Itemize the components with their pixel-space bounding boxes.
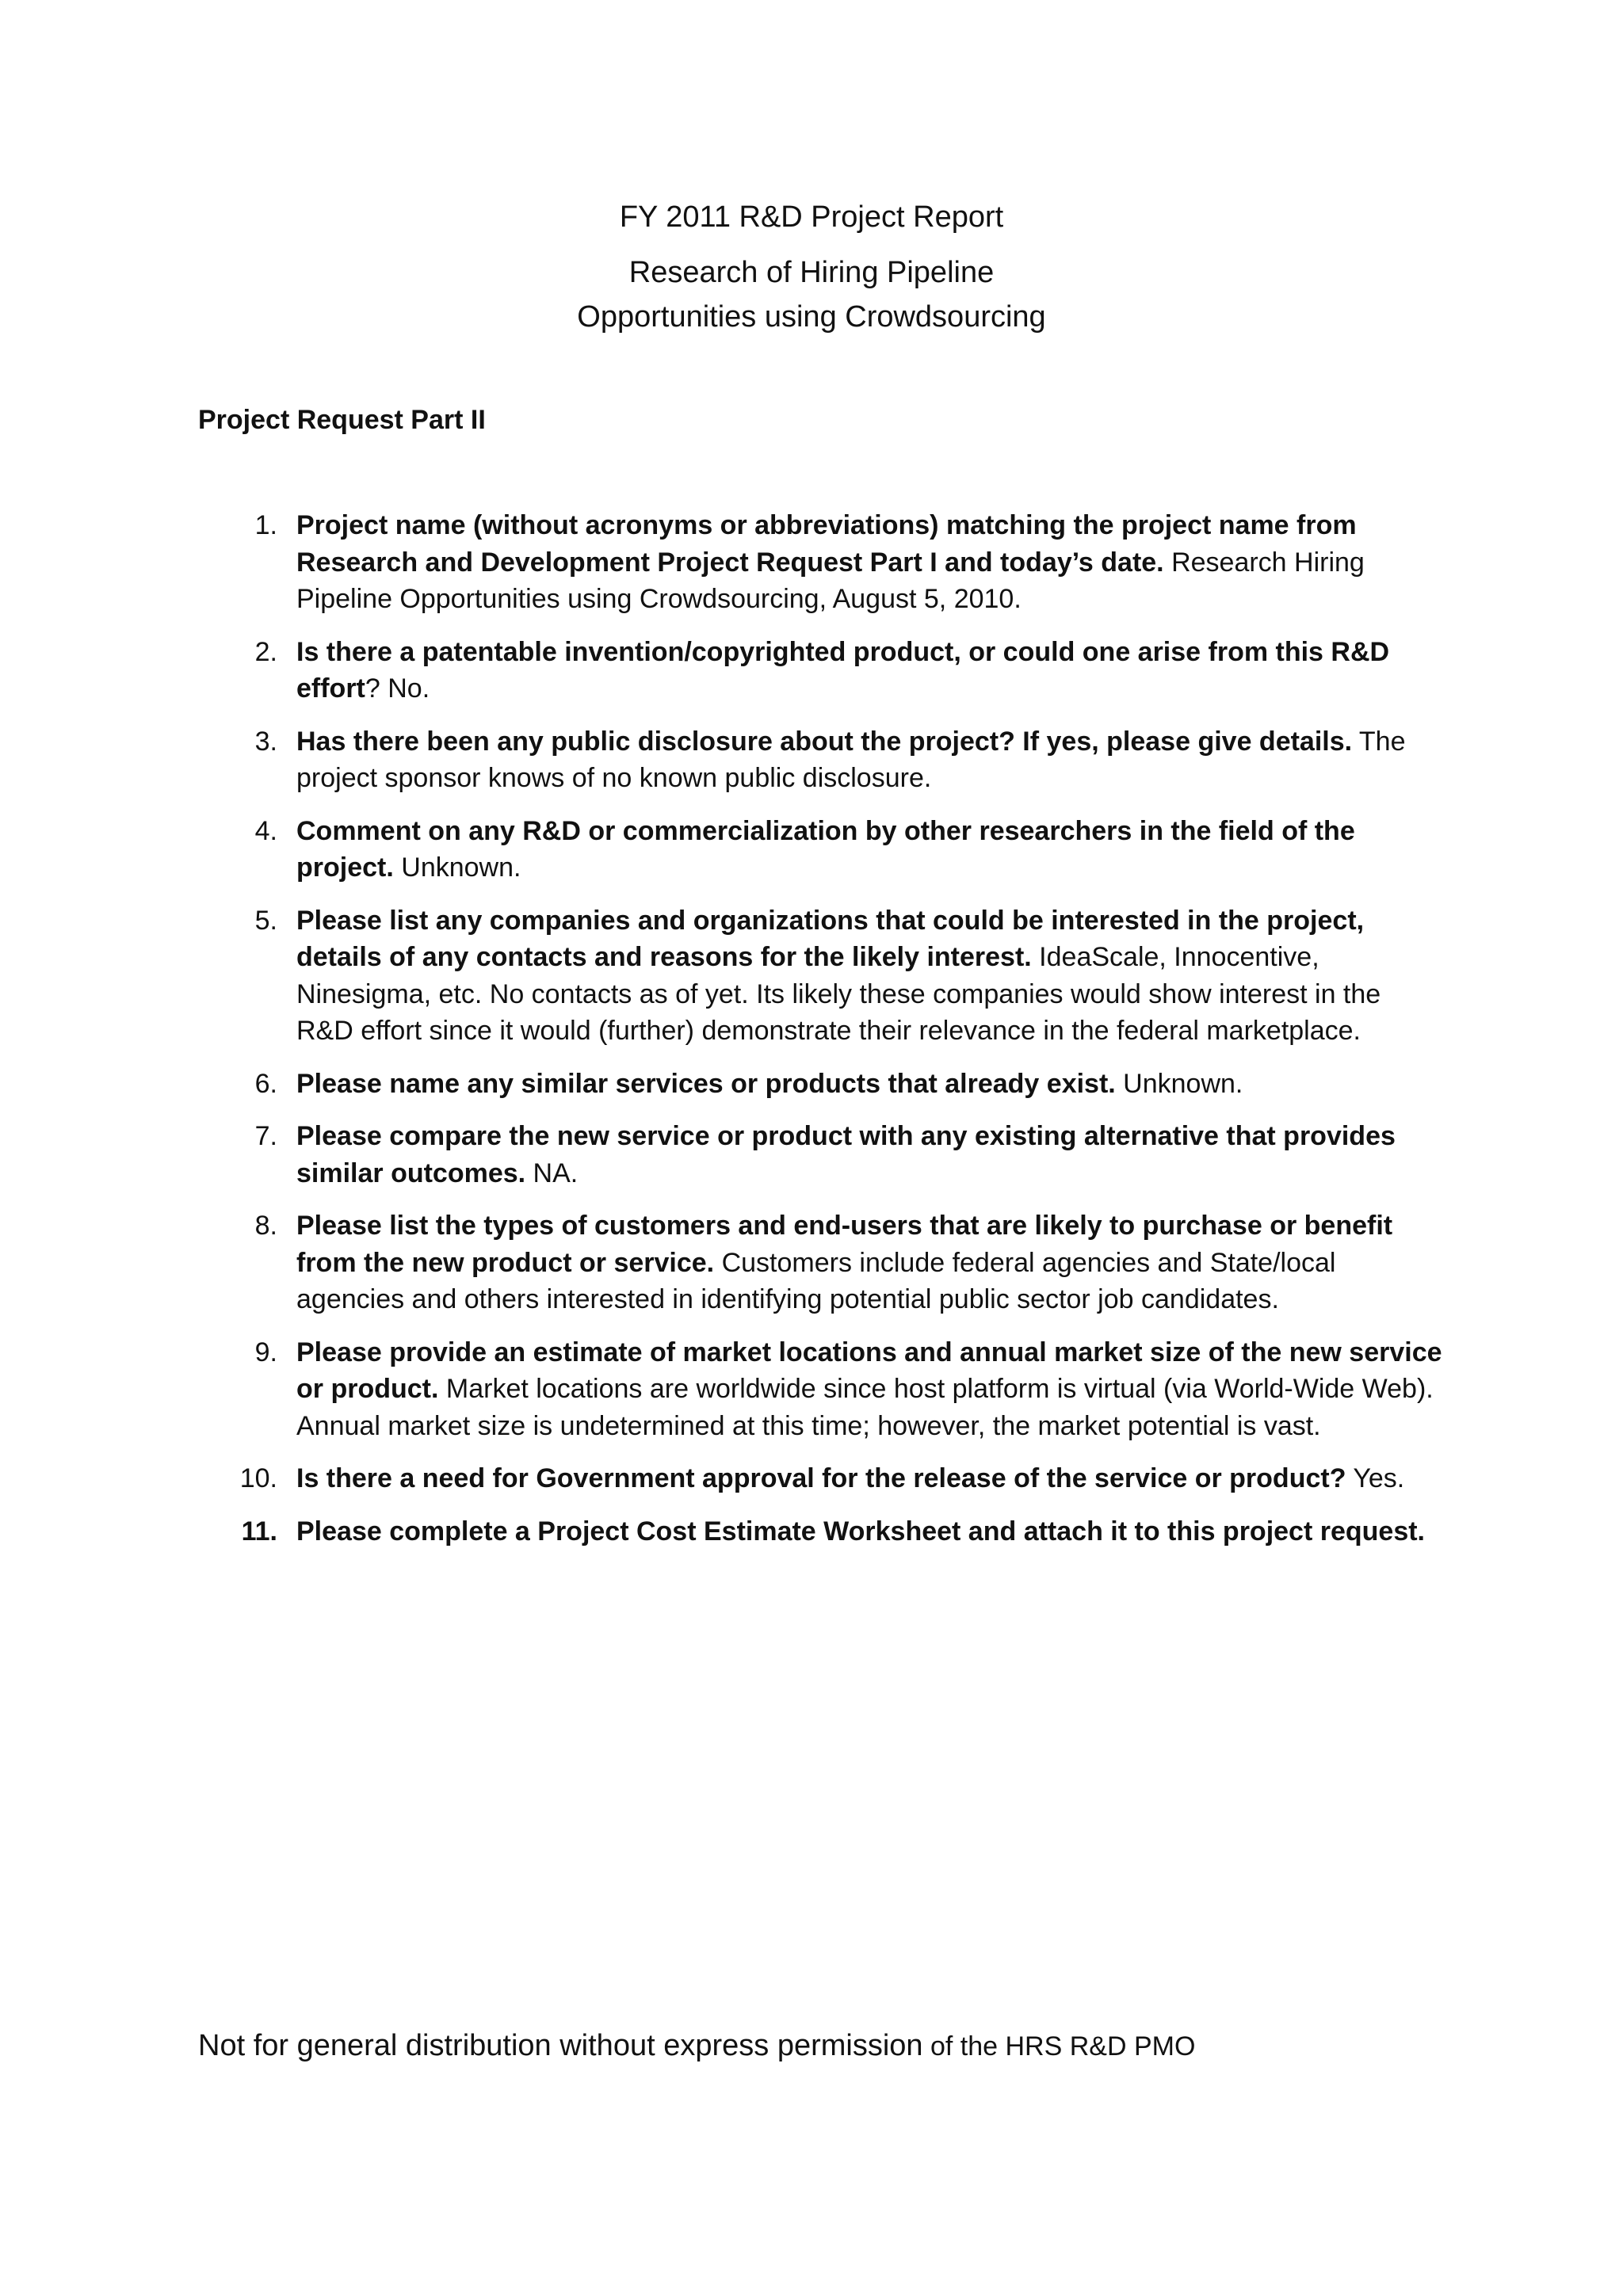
question-number: 11. (241, 1516, 277, 1547)
question-item-2 (238, 634, 1442, 707)
question-number: 3. (254, 726, 277, 757)
question-answer: Yes. (1346, 1463, 1405, 1493)
distribution-notice-owner: of the HRS R&D PMO (922, 2031, 1196, 2061)
question-text: Please list the types of customers and end-users that are likely to purchase or benefit from the new product or service. (296, 1211, 1393, 1278)
question-text: Please provide an estimate of market locations and annual market size of the new service or product. (296, 1337, 1442, 1404)
question-item-8 (238, 1207, 1442, 1318)
question-number: 1. (254, 510, 277, 540)
question-text: Please list any companies and organizations that could be interested in the project, details of any contacts and reasons for the likely interest. (296, 905, 1365, 972)
question-text: Please name any similar services or products that already exist. (296, 1068, 1116, 1099)
question-answer: NA. (525, 1158, 579, 1188)
question-item-4 (238, 813, 1442, 887)
question-answer: Unknown. (1115, 1068, 1243, 1099)
question-item-3 (238, 723, 1442, 797)
question-item-6 (238, 1066, 1442, 1103)
question-text: Please compare the new service or product with any existing alternative that provides similar outcomes. (296, 1121, 1396, 1188)
question-item-1 (238, 507, 1442, 618)
question-number: 7. (254, 1121, 277, 1151)
question-text: Is there a patentable invention/copyrighted product, or could one arise from this R&D effort (296, 636, 1390, 704)
question-number: 5. (254, 905, 277, 936)
distribution-notice-main: Not for general distribution without express permission (198, 2029, 923, 2062)
question-text: Project name (without acronyms or abbreviations) matching the project name from Research and Development Project Request Part I and today’s date. (296, 510, 1357, 578)
question-text: Is there a need for Government approval for the release of the service or product? (296, 1463, 1346, 1493)
document-subtitle-line-2: Opportunities using Crowdsourcing (577, 300, 1046, 334)
question-text: Comment on any R&D or commercialization by other researchers in the field of the project. (296, 815, 1355, 883)
question-answer: ? No. (365, 673, 430, 704)
question-text: Please complete a Project Cost Estimate Worksheet and attach it to this project request. (296, 1516, 1425, 1547)
question-item-9 (238, 1334, 1442, 1445)
section-heading: Project Request Part II (198, 405, 486, 435)
question-answer: Customers include federal agencies and State/local agencies and others interested in identifying potential public sector job candidates. (296, 1247, 1336, 1314)
question-item-11 (238, 1513, 1442, 1550)
distribution-notice (198, 2027, 1195, 2065)
question-number: 4. (254, 815, 277, 846)
document-title: FY 2011 R&D Project Report (619, 200, 1004, 234)
question-answer: Research Hiring Pipeline Opportunities using Crowdsourcing, August 5, 2010. (296, 547, 1365, 614)
question-number: 2. (254, 636, 277, 667)
question-text: Has there been any public disclosure about the project? If yes, please give details. (296, 726, 1353, 757)
question-answer: IdeaScale, Innocentive, Ninesigma, etc. No contacts as of yet. Its likely these companies would show interest in the R&D effort since it would (further) demonstrate their relevance in the federal marketplace. (296, 942, 1381, 1046)
question-number: 10. (239, 1463, 277, 1493)
question-item-10 (238, 1460, 1442, 1497)
question-answer: The project sponsor knows of no known public disclosure. (296, 726, 1406, 793)
question-item-5 (238, 902, 1442, 1050)
question-answer: Unknown. (393, 852, 521, 883)
question-answer: Market locations are worldwide since host platform is virtual (via World-Wide Web). Annual market size is undetermined at this time; however, the market potential is vast. (296, 1374, 1434, 1441)
question-number: 8. (254, 1211, 277, 1241)
question-number: 6. (254, 1068, 277, 1099)
document-subtitle-line-1: Research of Hiring Pipeline (628, 256, 995, 289)
question-list (238, 507, 1442, 1566)
question-number: 9. (254, 1337, 277, 1367)
question-item-7 (238, 1118, 1442, 1192)
